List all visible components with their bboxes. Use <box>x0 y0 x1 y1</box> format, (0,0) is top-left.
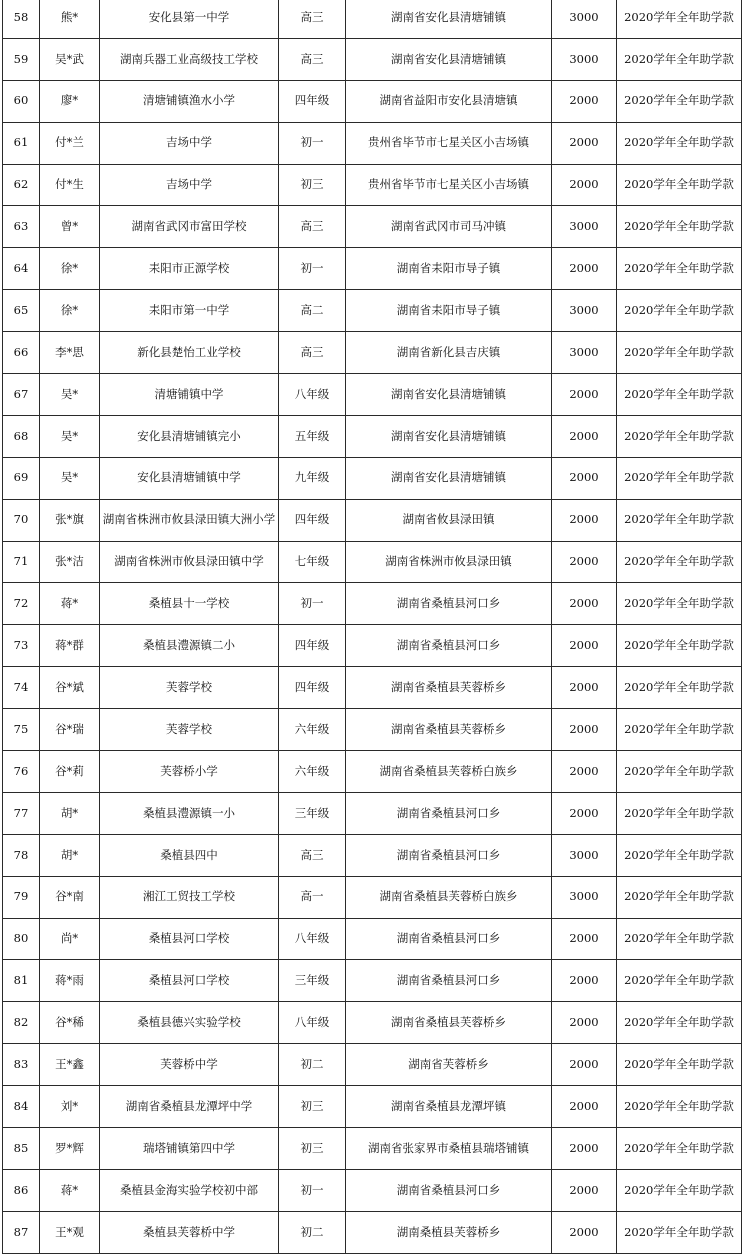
row-number-cell: 78 <box>3 834 40 876</box>
table-row <box>3 332 742 374</box>
address-cell: 湖南省桑植县芙蓉桥乡 <box>346 1002 552 1044</box>
student-name-cell: 蒋* <box>40 583 100 625</box>
grade-cell: 初一 <box>279 583 346 625</box>
amount-cell: 2000 <box>552 1169 617 1211</box>
row-number-cell: 65 <box>3 290 40 332</box>
table-row <box>3 499 742 541</box>
amount-cell: 2000 <box>552 709 617 751</box>
grade-cell: 初三 <box>279 164 346 206</box>
table-row <box>3 541 742 583</box>
grade-cell: 八年级 <box>279 374 346 416</box>
row-number-cell: 68 <box>3 415 40 457</box>
grade-cell: 高三 <box>279 332 346 374</box>
address-cell: 湖南省桑植县河口乡 <box>346 583 552 625</box>
school-cell: 芙蓉学校 <box>100 667 279 709</box>
table-row <box>3 290 742 332</box>
address-cell: 湖南省芙蓉桥乡 <box>346 1044 552 1086</box>
amount-cell: 2000 <box>552 415 617 457</box>
table-row <box>3 374 742 416</box>
row-number-cell: 67 <box>3 374 40 416</box>
school-cell: 新化县楚怡工业学校 <box>100 332 279 374</box>
address-cell: 湖南省武冈市司马冲镇 <box>346 206 552 248</box>
table-row <box>3 876 742 918</box>
aid-type-cell: 2020学年全年助学款 <box>617 1211 742 1253</box>
address-cell: 贵州省毕节市七星关区小吉场镇 <box>346 164 552 206</box>
student-name-cell: 吴* <box>40 374 100 416</box>
address-cell: 湖南省益阳市安化县清塘镇 <box>346 80 552 122</box>
aid-type-cell: 2020学年全年助学款 <box>617 876 742 918</box>
school-cell: 安化县清塘铺镇完小 <box>100 415 279 457</box>
row-number-cell: 82 <box>3 1002 40 1044</box>
student-name-cell: 张*洁 <box>40 541 100 583</box>
table-row <box>3 834 742 876</box>
table-row <box>3 415 742 457</box>
aid-type-cell: 2020学年全年助学款 <box>617 1086 742 1128</box>
grade-cell: 高三 <box>279 0 346 38</box>
student-aid-table <box>2 0 742 1254</box>
grade-cell: 初三 <box>279 1086 346 1128</box>
school-cell: 湖南省株洲市攸县渌田镇中学 <box>100 541 279 583</box>
student-name-cell: 刘* <box>40 1086 100 1128</box>
table-row <box>3 1044 742 1086</box>
row-number-cell: 69 <box>3 457 40 499</box>
table-row <box>3 583 742 625</box>
aid-type-cell: 2020学年全年助学款 <box>617 374 742 416</box>
grade-cell: 三年级 <box>279 792 346 834</box>
aid-type-cell: 2020学年全年助学款 <box>617 1169 742 1211</box>
address-cell: 湖南省桑植县龙潭坪镇 <box>346 1086 552 1128</box>
address-cell: 湖南省桑植县芙蓉桥白族乡 <box>346 751 552 793</box>
student-name-cell: 谷*瑞 <box>40 709 100 751</box>
address-cell: 湖南省桑植县河口乡 <box>346 1169 552 1211</box>
grade-cell: 四年级 <box>279 80 346 122</box>
student-name-cell: 熊* <box>40 0 100 38</box>
school-cell: 芙蓉桥小学 <box>100 751 279 793</box>
student-name-cell: 蒋* <box>40 1169 100 1211</box>
aid-type-cell: 2020学年全年助学款 <box>617 1044 742 1086</box>
row-number-cell: 76 <box>3 751 40 793</box>
aid-type-cell: 2020学年全年助学款 <box>617 415 742 457</box>
address-cell: 湖南桑植县芙蓉桥乡 <box>346 1211 552 1253</box>
address-cell: 湖南省桑植县河口乡 <box>346 960 552 1002</box>
aid-type-cell: 2020学年全年助学款 <box>617 834 742 876</box>
grade-cell: 初一 <box>279 248 346 290</box>
school-cell: 吉场中学 <box>100 164 279 206</box>
table-row <box>3 1211 742 1253</box>
aid-type-cell: 2020学年全年助学款 <box>617 206 742 248</box>
address-cell: 湖南省桑植县河口乡 <box>346 918 552 960</box>
amount-cell: 2000 <box>552 164 617 206</box>
aid-type-cell: 2020学年全年助学款 <box>617 290 742 332</box>
row-number-cell: 74 <box>3 667 40 709</box>
address-cell: 湖南省桑植县河口乡 <box>346 625 552 667</box>
school-cell: 安化县清塘铺镇中学 <box>100 457 279 499</box>
amount-cell: 2000 <box>552 499 617 541</box>
aid-type-cell: 2020学年全年助学款 <box>617 0 742 38</box>
aid-type-cell: 2020学年全年助学款 <box>617 792 742 834</box>
aid-type-cell: 2020学年全年助学款 <box>617 1128 742 1170</box>
amount-cell: 2000 <box>552 751 617 793</box>
row-number-cell: 87 <box>3 1211 40 1253</box>
row-number-cell: 77 <box>3 792 40 834</box>
student-name-cell: 王*鑫 <box>40 1044 100 1086</box>
aid-type-cell: 2020学年全年助学款 <box>617 583 742 625</box>
table-row <box>3 1086 742 1128</box>
school-cell: 桑植县河口学校 <box>100 960 279 1002</box>
student-name-cell: 徐* <box>40 290 100 332</box>
student-name-cell: 付*兰 <box>40 122 100 164</box>
student-name-cell: 罗*辉 <box>40 1128 100 1170</box>
amount-cell: 3000 <box>552 834 617 876</box>
student-name-cell: 蒋*群 <box>40 625 100 667</box>
amount-cell: 3000 <box>552 206 617 248</box>
grade-cell: 四年级 <box>279 667 346 709</box>
grade-cell: 八年级 <box>279 1002 346 1044</box>
table-row <box>3 667 742 709</box>
student-name-cell: 曾* <box>40 206 100 248</box>
grade-cell: 初二 <box>279 1044 346 1086</box>
row-number-cell: 71 <box>3 541 40 583</box>
aid-type-cell: 2020学年全年助学款 <box>617 164 742 206</box>
grade-cell: 五年级 <box>279 415 346 457</box>
address-cell: 湖南省安化县清塘铺镇 <box>346 457 552 499</box>
table-row <box>3 38 742 80</box>
aid-type-cell: 2020学年全年助学款 <box>617 38 742 80</box>
row-number-cell: 84 <box>3 1086 40 1128</box>
address-cell: 湖南省安化县清塘铺镇 <box>346 0 552 38</box>
address-cell: 湖南省耒阳市导子镇 <box>346 290 552 332</box>
school-cell: 桑植县河口学校 <box>100 918 279 960</box>
school-cell: 湖南省桑植县龙潭坪中学 <box>100 1086 279 1128</box>
address-cell: 湖南省桑植县芙蓉桥乡 <box>346 667 552 709</box>
address-cell: 湖南省攸县渌田镇 <box>346 499 552 541</box>
table-row <box>3 80 742 122</box>
amount-cell: 2000 <box>552 1211 617 1253</box>
grade-cell: 九年级 <box>279 457 346 499</box>
row-number-cell: 70 <box>3 499 40 541</box>
school-cell: 桑植县芙蓉桥中学 <box>100 1211 279 1253</box>
address-cell: 湖南省桑植县芙蓉桥白族乡 <box>346 876 552 918</box>
student-name-cell: 吴*武 <box>40 38 100 80</box>
amount-cell: 2000 <box>552 1044 617 1086</box>
address-cell: 湖南省桑植县河口乡 <box>346 792 552 834</box>
address-cell: 湖南省株洲市攸县渌田镇 <box>346 541 552 583</box>
amount-cell: 2000 <box>552 1002 617 1044</box>
aid-type-cell: 2020学年全年助学款 <box>617 499 742 541</box>
aid-type-cell: 2020学年全年助学款 <box>617 918 742 960</box>
school-cell: 桑植县澧源镇二小 <box>100 625 279 667</box>
amount-cell: 2000 <box>552 541 617 583</box>
school-cell: 湖南省株洲市攸县渌田镇大洲小学 <box>100 499 279 541</box>
address-cell: 贵州省毕节市七星关区小吉场镇 <box>346 122 552 164</box>
address-cell: 湖南省桑植县芙蓉桥乡 <box>346 709 552 751</box>
table-row <box>3 960 742 1002</box>
student-name-cell: 谷*稀 <box>40 1002 100 1044</box>
aid-type-cell: 2020学年全年助学款 <box>617 625 742 667</box>
aid-type-cell: 2020学年全年助学款 <box>617 457 742 499</box>
table-row <box>3 792 742 834</box>
student-name-cell: 谷*南 <box>40 876 100 918</box>
student-name-cell: 徐* <box>40 248 100 290</box>
grade-cell: 六年级 <box>279 751 346 793</box>
row-number-cell: 63 <box>3 206 40 248</box>
row-number-cell: 60 <box>3 80 40 122</box>
address-cell: 湖南省新化县吉庆镇 <box>346 332 552 374</box>
row-number-cell: 73 <box>3 625 40 667</box>
row-number-cell: 58 <box>3 0 40 38</box>
student-name-cell: 尚* <box>40 918 100 960</box>
school-cell: 瑞塔铺镇第四中学 <box>100 1128 279 1170</box>
row-number-cell: 72 <box>3 583 40 625</box>
grade-cell: 初三 <box>279 1128 346 1170</box>
grade-cell: 高一 <box>279 876 346 918</box>
student-name-cell: 胡* <box>40 792 100 834</box>
amount-cell: 2000 <box>552 248 617 290</box>
amount-cell: 3000 <box>552 876 617 918</box>
grade-cell: 七年级 <box>279 541 346 583</box>
grade-cell: 高三 <box>279 834 346 876</box>
row-number-cell: 75 <box>3 709 40 751</box>
address-cell: 湖南省张家界市桑植县瑞塔铺镇 <box>346 1128 552 1170</box>
aid-type-cell: 2020学年全年助学款 <box>617 709 742 751</box>
amount-cell: 2000 <box>552 667 617 709</box>
school-cell: 耒阳市第一中学 <box>100 290 279 332</box>
school-cell: 桑植县四中 <box>100 834 279 876</box>
table-row <box>3 918 742 960</box>
address-cell: 湖南省桑植县河口乡 <box>346 834 552 876</box>
school-cell: 湖南兵器工业高级技工学校 <box>100 38 279 80</box>
school-cell: 桑植县德兴实验学校 <box>100 1002 279 1044</box>
student-name-cell: 蒋*雨 <box>40 960 100 1002</box>
table-row <box>3 1169 742 1211</box>
grade-cell: 高二 <box>279 290 346 332</box>
amount-cell: 2000 <box>552 918 617 960</box>
school-cell: 清塘铺镇渔水小学 <box>100 80 279 122</box>
row-number-cell: 61 <box>3 122 40 164</box>
table-row <box>3 1128 742 1170</box>
student-name-cell: 谷*莉 <box>40 751 100 793</box>
row-number-cell: 83 <box>3 1044 40 1086</box>
grade-cell: 高三 <box>279 38 346 80</box>
aid-type-cell: 2020学年全年助学款 <box>617 248 742 290</box>
student-name-cell: 谷*斌 <box>40 667 100 709</box>
aid-type-cell: 2020学年全年助学款 <box>617 332 742 374</box>
amount-cell: 2000 <box>552 1086 617 1128</box>
grade-cell: 六年级 <box>279 709 346 751</box>
aid-type-cell: 2020学年全年助学款 <box>617 667 742 709</box>
student-name-cell: 廖* <box>40 80 100 122</box>
school-cell: 吉场中学 <box>100 122 279 164</box>
address-cell: 湖南省安化县清塘铺镇 <box>346 374 552 416</box>
aid-type-cell: 2020学年全年助学款 <box>617 122 742 164</box>
school-cell: 芙蓉桥中学 <box>100 1044 279 1086</box>
row-number-cell: 62 <box>3 164 40 206</box>
table-row <box>3 709 742 751</box>
table-body <box>3 0 742 1253</box>
amount-cell: 2000 <box>552 80 617 122</box>
row-number-cell: 66 <box>3 332 40 374</box>
student-name-cell: 胡* <box>40 834 100 876</box>
grade-cell: 高三 <box>279 206 346 248</box>
student-name-cell: 王*观 <box>40 1211 100 1253</box>
amount-cell: 2000 <box>552 960 617 1002</box>
aid-type-cell: 2020学年全年助学款 <box>617 541 742 583</box>
amount-cell: 2000 <box>552 374 617 416</box>
table-row <box>3 625 742 667</box>
amount-cell: 2000 <box>552 122 617 164</box>
amount-cell: 2000 <box>552 457 617 499</box>
row-number-cell: 59 <box>3 38 40 80</box>
table-row <box>3 206 742 248</box>
grade-cell: 三年级 <box>279 960 346 1002</box>
school-cell: 桑植县金海实验学校初中部 <box>100 1169 279 1211</box>
student-name-cell: 付*生 <box>40 164 100 206</box>
table-row <box>3 122 742 164</box>
row-number-cell: 64 <box>3 248 40 290</box>
amount-cell: 3000 <box>552 0 617 38</box>
amount-cell: 2000 <box>552 583 617 625</box>
amount-cell: 3000 <box>552 290 617 332</box>
table-row <box>3 164 742 206</box>
amount-cell: 3000 <box>552 332 617 374</box>
address-cell: 湖南省安化县清塘铺镇 <box>346 415 552 457</box>
amount-cell: 2000 <box>552 1128 617 1170</box>
student-name-cell: 李*思 <box>40 332 100 374</box>
grade-cell: 初一 <box>279 122 346 164</box>
school-cell: 清塘铺镇中学 <box>100 374 279 416</box>
amount-cell: 2000 <box>552 625 617 667</box>
school-cell: 桑植县十一学校 <box>100 583 279 625</box>
grade-cell: 四年级 <box>279 625 346 667</box>
table-row <box>3 457 742 499</box>
table-row <box>3 751 742 793</box>
grade-cell: 四年级 <box>279 499 346 541</box>
school-cell: 湖南省武冈市富田学校 <box>100 206 279 248</box>
school-cell: 耒阳市正源学校 <box>100 248 279 290</box>
aid-type-cell: 2020学年全年助学款 <box>617 751 742 793</box>
school-cell: 湘江工贸技工学校 <box>100 876 279 918</box>
row-number-cell: 81 <box>3 960 40 1002</box>
row-number-cell: 86 <box>3 1169 40 1211</box>
amount-cell: 3000 <box>552 38 617 80</box>
grade-cell: 初二 <box>279 1211 346 1253</box>
row-number-cell: 80 <box>3 918 40 960</box>
aid-type-cell: 2020学年全年助学款 <box>617 80 742 122</box>
student-name-cell: 吴* <box>40 457 100 499</box>
grade-cell: 八年级 <box>279 918 346 960</box>
aid-type-cell: 2020学年全年助学款 <box>617 960 742 1002</box>
aid-type-cell: 2020学年全年助学款 <box>617 1002 742 1044</box>
school-cell: 桑植县澧源镇一小 <box>100 792 279 834</box>
school-cell: 安化县第一中学 <box>100 0 279 38</box>
student-name-cell: 张*旗 <box>40 499 100 541</box>
table-row <box>3 1002 742 1044</box>
grade-cell: 初一 <box>279 1169 346 1211</box>
school-cell: 芙蓉学校 <box>100 709 279 751</box>
table-row <box>3 248 742 290</box>
row-number-cell: 79 <box>3 876 40 918</box>
address-cell: 湖南省耒阳市导子镇 <box>346 248 552 290</box>
address-cell: 湖南省安化县清塘铺镇 <box>346 38 552 80</box>
amount-cell: 2000 <box>552 792 617 834</box>
student-name-cell: 吴* <box>40 415 100 457</box>
table-row <box>3 0 742 38</box>
row-number-cell: 85 <box>3 1128 40 1170</box>
